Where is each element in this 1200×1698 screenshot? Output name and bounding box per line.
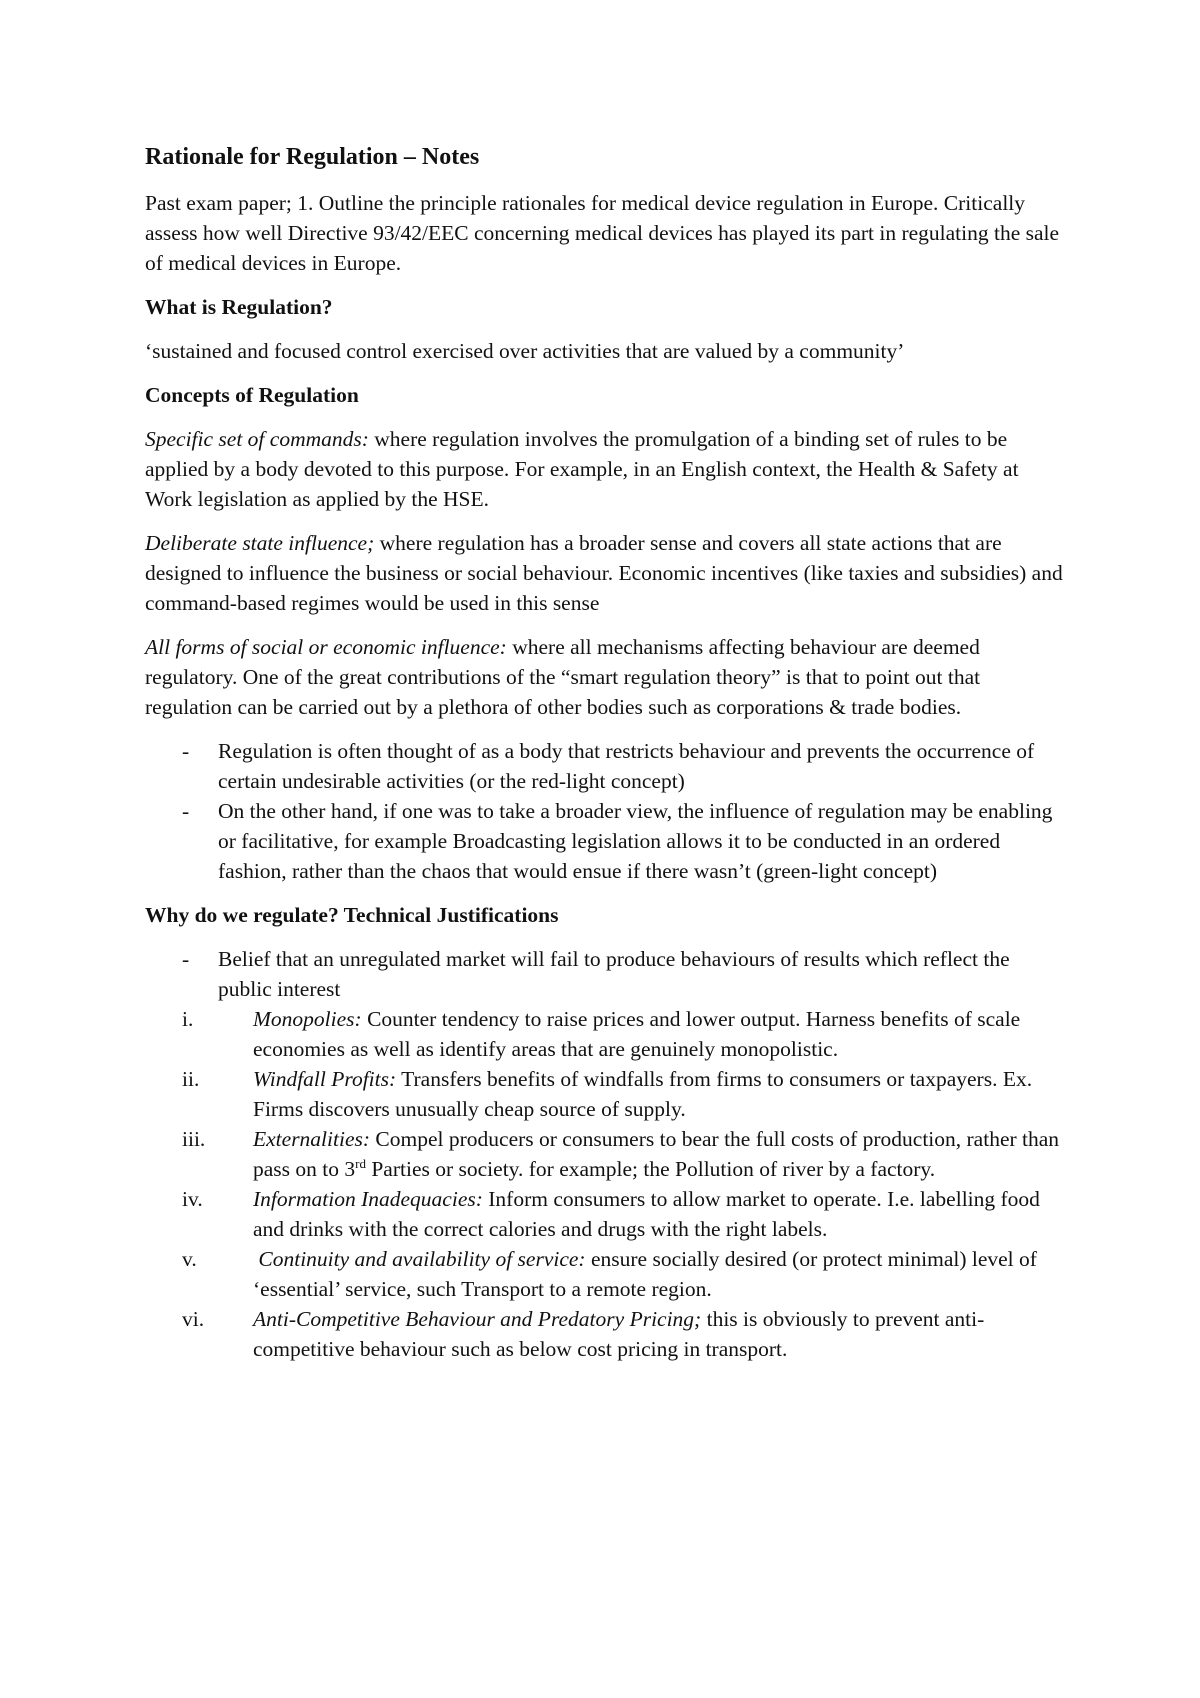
page-title: Rationale for Regulation – Notes — [145, 144, 480, 170]
concept-term: All forms of social or economic influence: — [145, 635, 507, 659]
list-marker: - — [182, 739, 190, 763]
list-item — [145, 1064, 1065, 1124]
concept-text: where regulation has a broader sense and covers all state actions that are designed to influence the business or social behaviour. Economic incentives (like taxies and subsidies) and command-based regimes would be used in this sense — [145, 531, 1063, 615]
concept-text: where all mechanisms affecting behaviour are deemed regulatory. One of the great contributions of the “smart regulation theory” is that to point out that regulation can be carried out by a plethora of other bodies such as corporations & trade bodies. — [145, 635, 981, 719]
list-item — [145, 1304, 1065, 1364]
list-item — [145, 1244, 1065, 1304]
list-item-text: Transfers benefits of windfalls from firms to consumers or taxpayers. Ex. Firms discovers unusually cheap source of supply. — [253, 1067, 1033, 1121]
list-marker: v. — [182, 1247, 197, 1271]
list-item-text: ensure socially desired (or protect minimal) level of ‘essential’ service, such Transport to a remote region. — [253, 1247, 1037, 1301]
justification-numbered-list — [145, 1004, 1065, 1364]
list-item-text: Belief that an unregulated market will fail to produce behaviours of results which reflect the public interest — [218, 947, 1010, 1001]
list-item-term: Anti-Competitive Behaviour and Predatory Pricing; — [253, 1307, 702, 1331]
list-marker: i. — [182, 1007, 194, 1031]
list-item-term: Windfall Profits: — [253, 1067, 397, 1091]
list-item-text: On the other hand, if one was to take a broader view, the influence of regulation may be enabling or facilitative, for example Broadcasting legislation allows it to be conducted in an ordered fashion, rather than the chaos that would ensue if there wasn’t (green-light concept) — [218, 799, 1053, 883]
concept-term: Deliberate state influence; — [145, 531, 375, 555]
concept-paragraph — [145, 424, 1065, 514]
list-item — [145, 736, 1065, 796]
intro-paragraph: Past exam paper; 1. Outline the principle rationales for medical device regulation in Europe. Critically assess how well Directive 93/42/EEC concerning medical devices has played its part in regulating the sale of medical devices in Europe. — [145, 191, 1060, 275]
list-marker: - — [182, 947, 190, 971]
list-item — [145, 1124, 1065, 1184]
list-marker: vi. — [182, 1307, 205, 1331]
concept-paragraph — [145, 632, 1065, 722]
list-item — [145, 1004, 1065, 1064]
list-item-text: Regulation is often thought of as a body that restricts behaviour and prevents the occurrence of certain undesirable activities (or the red-light concept) — [218, 739, 1035, 793]
list-marker: iv. — [182, 1187, 203, 1211]
concept-text: where regulation involves the promulgation of a binding set of rules to be applied by a body devoted to this purpose. For example, in an English context, the Health & Safety at Work legislation as applied by the HSE. — [145, 427, 1019, 511]
list-item-text: Inform consumers to allow market to operate. I.e. labelling food and drinks with the correct calories and drugs with the right labels. — [253, 1187, 1040, 1241]
list-item — [145, 796, 1065, 886]
list-marker: ii. — [182, 1067, 200, 1091]
list-item-text: Compel producers or consumers to bear the full costs of production, rather than pass on to 3 — [253, 1127, 1060, 1181]
ordinal-superscript: rd — [355, 1155, 366, 1171]
justification-bullet-list — [145, 944, 1065, 1004]
list-item-term: Externalities: — [253, 1127, 371, 1151]
concept-bullet-list — [145, 736, 1065, 886]
document-page — [145, 140, 1065, 1364]
list-item-term: Monopolies: — [253, 1007, 362, 1031]
list-item-term: Continuity and availability of service: — [253, 1247, 586, 1271]
section-heading-why-regulate: Why do we regulate? Technical Justifications — [145, 903, 559, 927]
section-heading-concepts: Concepts of Regulation — [145, 383, 359, 407]
concept-term: Specific set of commands: — [145, 427, 369, 451]
list-item-text: this is obviously to prevent anti-competitive behaviour such as below cost pricing in transport. — [253, 1307, 985, 1361]
concept-paragraph — [145, 528, 1065, 618]
list-item-term: Information Inadequacies: — [253, 1187, 483, 1211]
list-item-text: Parties or society. for example; the Pollution of river by a factory. — [365, 1157, 936, 1181]
list-marker: iii. — [182, 1127, 206, 1151]
section-heading-what-is-regulation: What is Regulation? — [145, 295, 333, 319]
regulation-definition-quote: ‘sustained and focused control exercised over activities that are valued by a community’ — [145, 339, 905, 363]
list-item — [145, 944, 1065, 1004]
list-item-text: Counter tendency to raise prices and lower output. Harness benefits of scale economies as well as identify areas that are genuinely monopolistic. — [253, 1007, 1021, 1061]
list-marker: - — [182, 799, 190, 823]
list-item — [145, 1184, 1065, 1244]
